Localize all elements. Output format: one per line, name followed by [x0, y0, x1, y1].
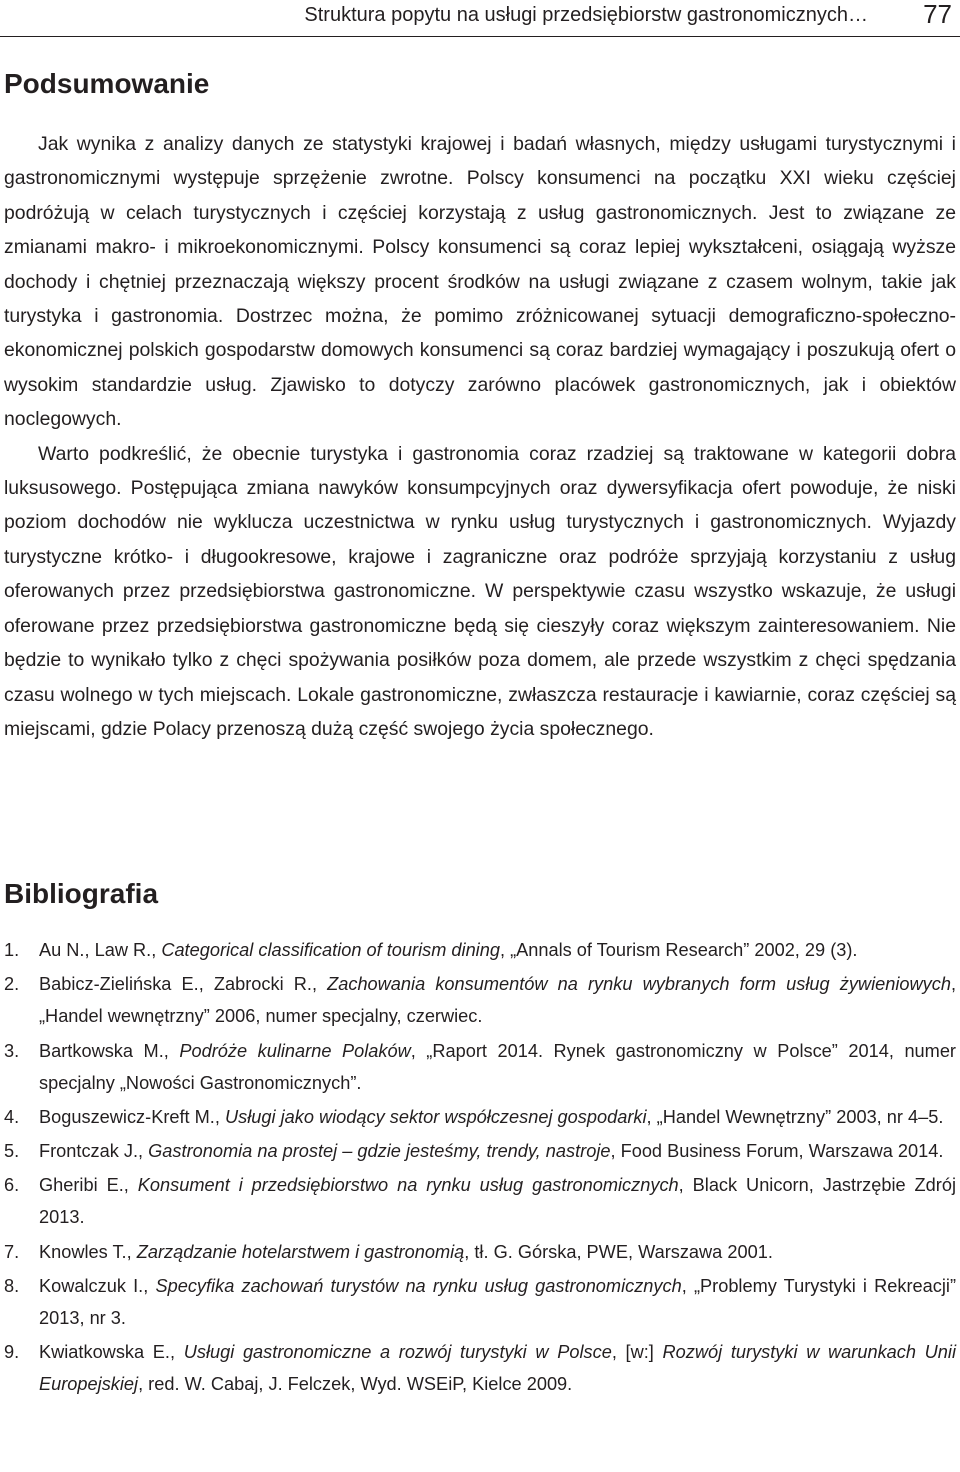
- reference-number: 4.: [4, 1106, 20, 1127]
- reference-item: [4, 1101, 956, 1133]
- reference-details: , Black Unicorn, Jastrzębie Zdrój 2013.: [39, 1175, 956, 1228]
- reference-item: [4, 1035, 956, 1099]
- reference-details: , „Handel wewnętrzny” 2006, numer specjalny, czerwiec.: [39, 974, 956, 1027]
- reference-author: Knowles T.,: [39, 1241, 137, 1262]
- reference-number: 5.: [4, 1141, 20, 1162]
- reference-container-title: Rozwój turystyki w warunkach Unii Europejskiej: [39, 1342, 956, 1395]
- reference-title: Konsument i przedsiębiorstwo na rynku usług gastronomicznych: [137, 1175, 679, 1196]
- bibliography-list: [4, 934, 956, 1403]
- reference-title: Usługi jako wiodący sektor współczesnej gospodarki: [224, 1106, 647, 1127]
- reference-number: 8.: [4, 1276, 20, 1297]
- reference-item: [4, 1270, 956, 1334]
- page-number: 77: [923, 0, 952, 29]
- reference-number: 1.: [4, 940, 20, 960]
- reference-item: [4, 968, 956, 1032]
- reference-number: 2.: [4, 974, 20, 995]
- reference-connector: , [w:]: [611, 1342, 663, 1363]
- reference-details: , „Problemy Turystyki i Rekreacji” 2013, nr 3.: [39, 1276, 957, 1329]
- paragraph: Warto podkreślić, że obecnie turystyka i gastronomia coraz rzadziej są traktowane w kategorii dobra luksusowego. Postępująca zmiana nawyków konsumpcyjnych oraz dywersyfikacja ofert powoduje, że niski poziom dochodów nie wyklucza uczestnictwa w rynku usług turystycznych i gastronomicznych. Wyjazdy turystyczne krótko- i długookresowe, krajowe i zagraniczne oraz podróże sprzyjają korzystaniu z usług oferowanych przez przedsiębiorstwa gastronomiczne. W perspektywie czasu wszystko wskazuje, że usługi oferowane przez przedsiębiorstwa gastronomiczne będą się cieszyły coraz większym zainteresowaniem. Nie będzie to wynikało tylko z chęci spożywania posiłków poza domem, ale przede wszystkim z chęci spędzania czasu wolnego w tych miejscach. Lokale gastronomiczne, zwłaszcza restauracje i kawiarnie, coraz częściej są miejscami, gdzie Polacy przenoszą dużą część swojego życia społecznego.: [4, 442, 956, 740]
- reference-item: [4, 1236, 956, 1268]
- reference-title: Specyfika zachowań turystów na rynku usług gastronomicznych: [155, 1276, 682, 1297]
- reference-author: Kowalczuk I.,: [39, 1276, 156, 1297]
- running-head: Struktura popytu na usługi przedsiębiorstw gastronomicznych…: [304, 4, 868, 26]
- reference-author: Au N., Law R.,: [39, 940, 162, 960]
- reference-details: , tł. G. Górska, PWE, Warszawa 2001.: [464, 1241, 773, 1262]
- reference-item: [4, 1169, 956, 1233]
- reference-author: Babicz-Zielińska E., Zabrocki R.,: [39, 974, 328, 995]
- reference-number: 7.: [4, 1241, 20, 1262]
- reference-item: [4, 1336, 956, 1400]
- reference-details: , „Raport 2014. Rynek gastronomiczny w Polsce” 2014, numer specjalny „Nowości Gastronomicznych”.: [39, 1040, 956, 1093]
- summary-body: [4, 127, 956, 746]
- reference-details: , Food Business Forum, Warszawa 2014.: [610, 1141, 944, 1162]
- reference-title: Podróże kulinarne Polaków: [179, 1040, 411, 1061]
- reference-author: Bartkowska M.,: [39, 1040, 180, 1061]
- reference-author: Kwiatkowska E.,: [39, 1342, 184, 1363]
- reference-item: [4, 1135, 956, 1167]
- reference-details: , „Handel Wewnętrzny” 2003, nr 4–5.: [646, 1106, 944, 1127]
- reference-author: Gheribi E.,: [39, 1175, 138, 1196]
- reference-number: 3.: [4, 1040, 20, 1061]
- reference-title: Zarządzanie hotelarstwem i gastronomią: [136, 1241, 465, 1262]
- page-header: [0, 0, 960, 37]
- reference-item: [4, 934, 956, 966]
- reference-details: , „Annals of Tourism Research” 2002, 29 (3).: [499, 940, 858, 960]
- reference-author: Boguszewicz-Kreft M.,: [39, 1106, 225, 1127]
- reference-title: Zachowania konsumentów na rynku wybranych form usług żywieniowych: [327, 974, 951, 995]
- reference-title: Gastronomia na prostej – gdzie jesteśmy, trendy, nastroje: [148, 1141, 611, 1162]
- section-heading-summary: Podsumowanie: [4, 68, 210, 99]
- reference-number: 9.: [4, 1342, 20, 1363]
- reference-author: Frontczak J.,: [39, 1141, 149, 1162]
- reference-title: Categorical classification of tourism dining: [161, 940, 500, 960]
- reference-details: , red. W. Cabaj, J. Felczek, Wyd. WSEiP, Kielce 2009.: [138, 1374, 573, 1395]
- reference-number: 6.: [4, 1175, 20, 1196]
- paragraph: Jak wynika z analizy danych ze statystyki krajowej i badań własnych, między usługami turystycznymi i gastronomicznymi występuje sprzężenie zwrotne. Polscy konsumenci na początku XXI wieku częściej podróżują w celach turystycznych i częściej korzystają z usług gastronomicznych. Jest to związane ze zmianami makro- i mikroekonomicznymi. Polscy konsumenci są coraz lepiej wykształceni, osiągają wyższe dochody i chętniej przeznaczają większy procent środków na usługi związane z czasem wolnym, takie jak turystyka i gastronomia. Dostrzec można, że pomimo zróżnicowanej sytuacji demograficzno-społeczno-ekonomicznej polskich gospodarstw domowych konsumenci są coraz bardziej wymagający i poszukują ofert o wysokim standardzie usług. Zjawisko to dotyczy zarówno placówek gastronomicznych, jak i obiektów noclegowych.: [4, 133, 956, 431]
- section-heading-bibliography: Bibliografia: [4, 878, 159, 909]
- reference-title: Usługi gastronomiczne a rozwój turystyki w Polsce: [183, 1342, 612, 1363]
